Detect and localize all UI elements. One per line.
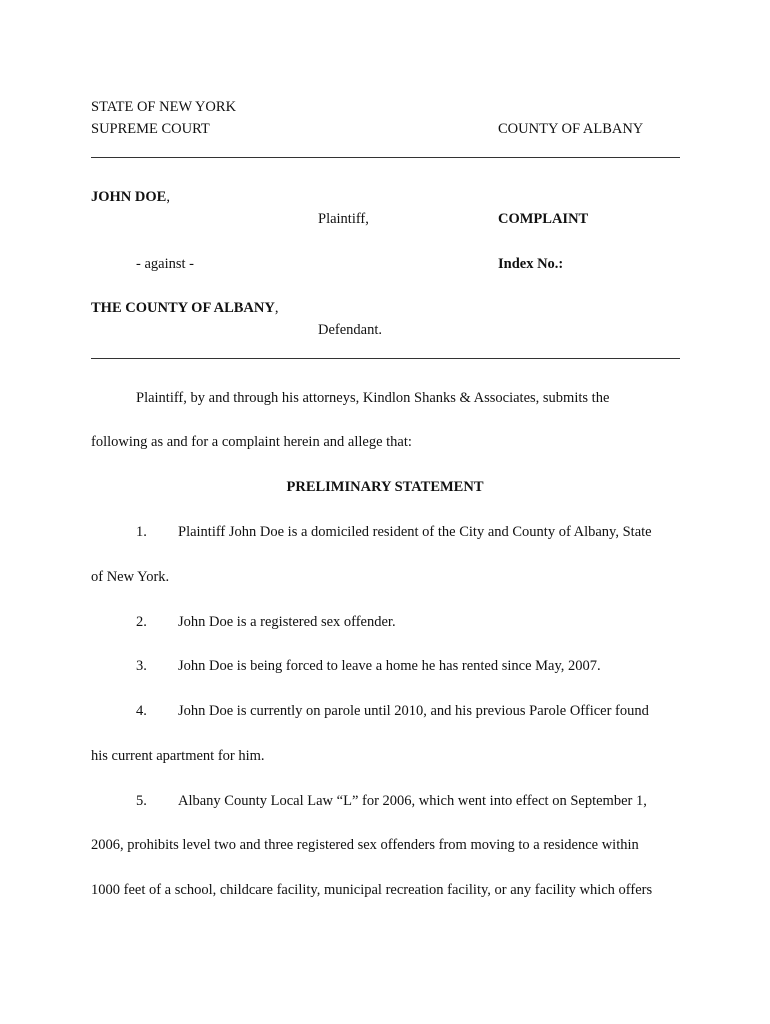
plaintiff-name: JOHN DOE xyxy=(91,189,167,205)
plaintiff-role: Plaintiff, xyxy=(318,211,369,227)
paragraph-number: 4. xyxy=(136,703,147,719)
paragraph-continuation: of New York. xyxy=(91,569,170,585)
paragraph-line: Plaintiff John Doe is a domiciled resident of the City and County of Albany, State xyxy=(178,524,652,540)
paragraph-number: 2. xyxy=(136,614,147,630)
intro-line-2: following as and for a complaint herein and allege that: xyxy=(91,434,412,450)
court-heading: SUPREME COURT xyxy=(91,121,210,137)
caption-bottom-rule xyxy=(91,358,680,359)
defendant-line xyxy=(91,301,278,316)
paragraph-line: John Doe is being forced to leave a home he has rented since May, 2007. xyxy=(178,658,601,674)
caption-top-rule xyxy=(91,157,680,158)
defendant-comma: , xyxy=(274,300,279,316)
document-type: COMPLAINT xyxy=(498,211,589,227)
paragraph-number: 1. xyxy=(136,524,147,540)
paragraph-line: Albany County Local Law “L” for 2006, which went into effect on September 1, xyxy=(178,793,647,809)
defendant-role: Defendant. xyxy=(318,322,383,338)
plaintiff-comma: , xyxy=(166,189,170,205)
defendant-name: THE COUNTY OF ALBANY xyxy=(91,300,275,316)
index-number-label: Index No.: xyxy=(498,256,564,272)
paragraph-continuation: 2006, prohibits level two and three registered sex offenders from moving to a residence within xyxy=(91,837,639,853)
paragraph-line: John Doe is currently on parole until 2010, and his previous Parole Officer found xyxy=(178,703,649,719)
plaintiff-line xyxy=(91,190,170,205)
paragraph-number: 3. xyxy=(136,658,147,674)
intro-line-1: Plaintiff, by and through his attorneys, Kindlon Shanks & Associates, submits the xyxy=(136,390,610,406)
state-heading: STATE OF NEW YORK xyxy=(91,99,237,115)
paragraph-continuation: 1000 feet of a school, childcare facility, municipal recreation facility, or any facility which offers xyxy=(91,882,653,898)
paragraph-line: John Doe is a registered sex offender. xyxy=(178,614,396,630)
paragraph-continuation: his current apartment for him. xyxy=(91,748,265,764)
paragraph-number: 5. xyxy=(136,793,147,809)
county-heading: COUNTY OF ALBANY xyxy=(498,121,644,137)
section-heading: PRELIMINARY STATEMENT xyxy=(286,479,484,495)
versus-label: - against - xyxy=(136,256,194,272)
